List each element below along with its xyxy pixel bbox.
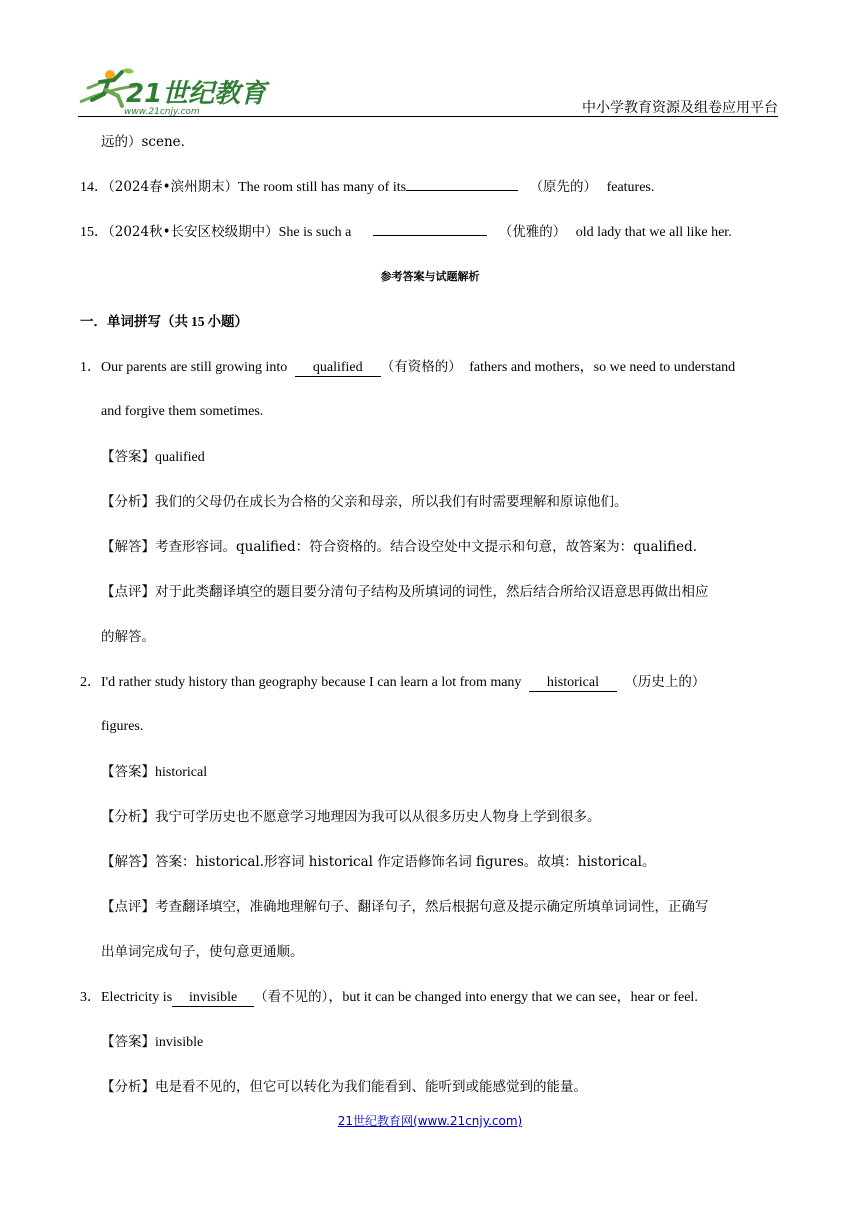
answer-3-question: 3．Electricity is invisible （看不见的），but it can be changed into energy that we can see，hear or feel. bbox=[80, 989, 698, 1005]
carryover-text: 远的）scene． bbox=[101, 134, 195, 150]
runner-logo-icon bbox=[78, 66, 278, 118]
section-heading: 一．单词拼写（共 15 小题） bbox=[80, 314, 248, 330]
answer-1-question: 1．Our parents are still growing into qualified （有资格的） fathers and mothers，so we need to understand bbox=[80, 359, 736, 375]
question-text: She is such a bbox=[278, 225, 352, 240]
footer-link[interactable]: 21世纪教育网(www.21cnjy.com) bbox=[337, 1114, 523, 1128]
answer-2-key: 【答案】historical bbox=[101, 764, 208, 780]
filled-answer: qualified bbox=[295, 359, 381, 377]
header-divider bbox=[78, 116, 778, 117]
answer-1-solution: 【解答】考查形容词。qualified：符合资格的。结合设空处中文提示和句意，故答案为：qualified. bbox=[101, 539, 698, 555]
answer-1-question-line2: and forgive them sometimes. bbox=[101, 404, 264, 419]
logo bbox=[78, 66, 278, 118]
answer-2-analysis: 【分析】我宁可学历史也不愿意学习地理因为我可以从很多历史人物身上学到很多。 bbox=[101, 809, 601, 825]
question-number: 14． bbox=[80, 180, 108, 195]
svg-text:21世纪教育: 21世纪教育 bbox=[126, 79, 267, 109]
answer-1-comment: 【点评】对于此类翻译填空的题目要分清句子结构及所填词的词性，然后结合所给汉语意思再做出相应 bbox=[101, 584, 709, 600]
answer-3-analysis: 【分析】电是看不见的，但它可以转化为我们能看到、能听到或能感觉到的能量。 bbox=[101, 1079, 587, 1095]
answer-blank[interactable] bbox=[406, 176, 518, 191]
question-text-end: features. bbox=[606, 180, 655, 195]
question-source: （2024春•滨州期末） bbox=[108, 179, 239, 195]
page-header bbox=[78, 66, 778, 118]
question-14 bbox=[80, 176, 654, 198]
answer-2-question-line2: figures. bbox=[101, 719, 144, 734]
question-hint: （原先的） bbox=[529, 179, 598, 195]
question-hint: （优雅的） bbox=[498, 224, 567, 240]
svg-text:www.21cnjy.com: www.21cnjy.com bbox=[124, 107, 200, 117]
answer-2-comment: 【点评】考查翻译填空，准确地理解句子、翻译句子，然后根据句意及提示确定所填单词词性，正确写 bbox=[101, 899, 709, 915]
answer-1-comment-line2: 的解答。 bbox=[101, 629, 155, 645]
question-text-end: old lady that we all like her. bbox=[575, 225, 732, 240]
question-15 bbox=[80, 221, 732, 243]
filled-answer: historical bbox=[529, 674, 617, 692]
answer-2-comment-line2: 出单词完成句子，使句意更通顺。 bbox=[101, 944, 304, 960]
question-number: 15． bbox=[80, 225, 108, 240]
answer-2-solution: 【解答】答案：historical.形容词 historical 作定语修饰名词 figures。故填：historical。 bbox=[101, 854, 656, 870]
answer-blank[interactable] bbox=[373, 221, 487, 236]
question-source: （2024秋•长安区校级期中） bbox=[108, 224, 279, 240]
answer-2-question: 2．I'd rather study history than geography because I can learn a lot from many historical （历史上的） bbox=[80, 674, 706, 690]
answer-1-analysis: 【分析】我们的父母仍在成长为合格的父亲和母亲，所以我们有时需要理解和原谅他们。 bbox=[101, 494, 628, 510]
answer-section-title: 参考答案与试题解析 bbox=[380, 270, 480, 283]
answer-3-key: 【答案】invisible bbox=[101, 1034, 204, 1050]
filled-answer: invisible bbox=[172, 989, 254, 1007]
platform-name: 中小学教育资源及组卷应用平台 bbox=[582, 100, 778, 116]
answer-1-key: 【答案】qualified bbox=[101, 449, 205, 465]
question-text: The room still has many of its bbox=[238, 180, 407, 195]
